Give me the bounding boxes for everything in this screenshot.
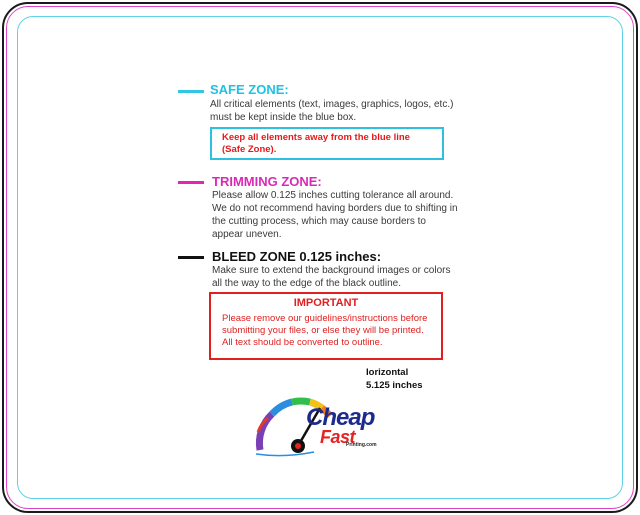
trimming-zone-text: Please allow 0.125 inches cutting tolerance all around. We do not recommend having borders due to shifting in the cutting process, which may cause borders to appear uneven.: [212, 190, 458, 240]
logo-word-printing: Printing.com: [346, 442, 377, 448]
bleed-zone-marker: [178, 256, 204, 259]
dimension-label-size: 5.125 inches: [366, 380, 423, 391]
safe-zone-heading: SAFE ZONE:: [210, 82, 289, 97]
safe-zone-marker: [178, 90, 204, 93]
dimension-label-orientation: Iorizontal: [366, 367, 409, 378]
important-notice: [209, 292, 443, 360]
trimming-zone-marker: [178, 181, 204, 184]
bleed-zone-text: Make sure to extend the background images or colors all the way to the edge of the black outline.: [212, 265, 451, 289]
important-title: IMPORTANT: [293, 297, 359, 309]
logo-word-fast: Fast: [320, 427, 356, 447]
safe-zone-callout-text: Keep all elements away from the blue line (Safe Zone).: [222, 132, 410, 155]
important-text: Please remove our guidelines/instructions before submitting your files, or else they will be printed. All text should be converted to outline.: [222, 313, 428, 348]
cheapfastprinting-logo: [254, 392, 394, 462]
safe-zone-text: All critical elements (text, images, graphics, logos, etc.) must be kept inside the blue box.: [210, 99, 454, 123]
trimming-zone-heading: TRIMMING ZONE:: [212, 174, 322, 189]
safe-zone-callout: [210, 127, 444, 160]
bleed-zone-heading: BLEED ZONE 0.125 inches:: [212, 249, 382, 264]
logo-word-cheap: Cheap: [306, 404, 375, 431]
